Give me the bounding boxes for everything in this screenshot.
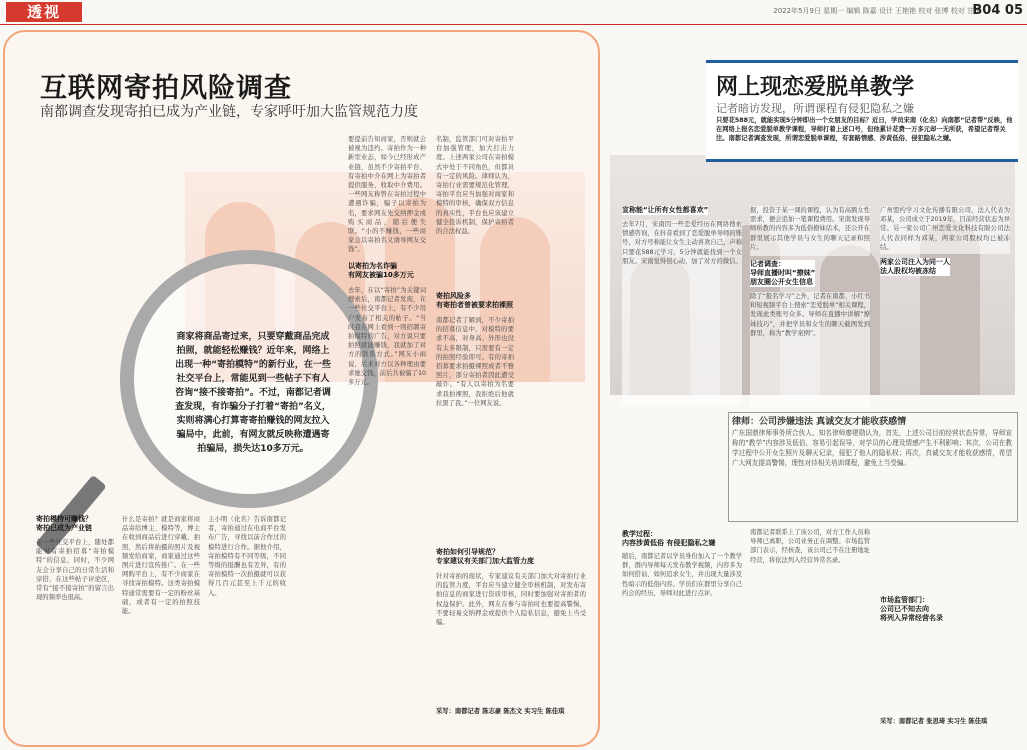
left-col-7: 南都记者了解到，不少寄拍的招募信息中，对模特的要求不高，对身高、外形也没有太多限制，只需要有一定的拍照经验即可。有的寄拍招募要求拍摄裸照或者不雅照片，部分寄拍者因此遭受敲诈。“有人以寄拍为名要求我拍裸照，我拒绝后他就拉黑了我。”一位网友说。	[436, 317, 514, 407]
right-col-3: 广州盟约学习文化传播有限公司，法人代表为邓某，公司成立于2019年，目前经营状态为异常。另一家公司广州恋爱文化科技有限公司法人代表同样为邓某，两家公司股权均已被冻结。	[880, 206, 1010, 254]
right-col-2: 据，投资于某一课的课程，认为有高额女性需求，便会追加一笔课程费用。宋南发现导师所教的内容多为低俗撩妹话术，还公开在群里展示其他学员与女生的聊天记录和照片。	[750, 206, 870, 256]
left-heading-2: 以寄拍为名诈骗 有网友被骗10多万元	[348, 262, 414, 279]
left-heading-1: 寄拍模特可赚钱？ 寄拍已成为产业链	[36, 515, 92, 532]
right-heading-2: 记者调查： 导师直播时叫“撩妹” 朋友圈公开女生信息	[750, 260, 816, 286]
left-credits: 采写：南都记者 陈志豪 陈杰文 实习生 陈佳琪	[436, 708, 565, 715]
right-col-1: 去年7月，宋南因一些恋爱经历在网络搜索情感咨询，在抖音看到了恋爱脱单导师的账号，对方号称能让女生主动喜欢自己，声称只要花588元学习，5分钟就能找到一个女朋友。宋南觉得很心动，加了对方的微信。	[622, 220, 742, 405]
right-headline: 网上现恋爱脱单教学	[716, 75, 915, 100]
section-tag: 透视	[6, 2, 82, 22]
lawyer-title: 律师：公司涉嫌违法 真诚交友才能收获感情	[732, 417, 907, 427]
right-credits: 采写：南都记者 张思琦 实习生 陈佳琪	[880, 718, 988, 725]
left-subheadline: 南都调查发现寄拍已成为产业链，专家呼吁加大监管规范力度	[40, 104, 418, 120]
right-subheadline: 记者暗访发现，所谓课程有侵犯隐私之嫌	[716, 102, 914, 115]
left-col-3: 主小明（化名）告诉南都记者，寄拍通过在电商平台发布广告，寻找以前合作过的模特进行合作。据他介绍，寄拍模特有不同等级，不同等级的报酬也有差异，有的寄拍模特一次拍摄就可以获得几百元甚至上千元的收入。	[208, 516, 286, 597]
left-headline: 互联网寄拍风险调查	[40, 73, 292, 104]
lawyer-text: 广东国鼎律师事务所合伙人、知名律师廖建勋认为，首先，上述公司目前经营状态异常，导师宣称的“教学”内容涉及低俗，容易引起误导，对学员的心理及情感产生不利影响；其次，公司在教学过程中公开女生照片及聊天记录，侵犯了他人的隐私权；再次，真诚交友才能收获感情，希望广大网友提高警惕，理性对待相关培训课程，避免上当受骗。	[732, 429, 1012, 467]
right-col-4: 除了“报名学习”之外，记者在南都、小红书和短视频平台上搜索“恋爱脱单”相关课程，发现此类账号众多。导师在直播中讲解“撩妹技巧”，并把学员和女生的聊天截图发到群里，称为“教学案例”。	[750, 292, 870, 407]
right-heading-5: 市场监管部门： 公司已不知去向 将列入异常经营名录	[880, 596, 943, 622]
right-col-5: 随后，南都记者以学员身份加入了一个教学群，群内导师每天发布教学视频，内容多为如何搭讪、如何追求女生，并出现大量涉及性暗示的低俗内容。学员们在群里分享自己约会的经历，导师对此进行点评。	[622, 553, 742, 597]
left-col-4: 要提前告知商家，否则就会被视为违约。寄拍作为一种新型业态，如今已经形成产业链，虽然不少寄拍平台、有寄拍中介在网上为寄拍者提供服务，收取中介费用。一些网友称曾在寄拍过程中遭遇诈骗，骗子以寄拍为名，要求网友先交纳押金或购买商品，随后便失联。“小的不赚钱，一些商家会以寄拍名义诱导网友交钱”。	[348, 136, 426, 254]
magnifier-summary: 商家将商品寄过来，只要穿戴商品完成拍照，就能轻松赚钱？近年来，网络上出现一种“寄拍模特”的新行业，在一些社交平台上，常能见到一些帖子下有人咨询“接不接寄拍”。不过，南都记者调查发现，有诈骗分子打着“寄拍”名义，实则将满心打算寄寄拍赚钱的网友拉入骗局中，此前，有网友就反映称遭遇寄拍骗局，损失达10多万元。	[175, 332, 331, 454]
right-heading-4: 教学过程： 内容涉黄低俗 有侵犯隐私之嫌	[622, 530, 716, 547]
left-col-8: 针对寄拍的现状，专家建议有关部门加大对寄拍行业的监管力度，平台应当建立健全审核机制，对发布寄拍信息的商家进行资质审核，同时要加强对寄拍者的权益保护。此外，网友在参与寄拍时也要提高警惕，不要轻易交纳押金或提供个人隐私信息，避免上当受骗。	[436, 573, 586, 627]
left-col-1: 在一些社交平台上，随处都能见有寄拍招募“寄拍模特”的信息，同时，不少网友会分享自己的日常生活和穿搭，在这些帖子评论区，常有“接不接寄拍”的留言出现的频率也很高。	[36, 539, 114, 602]
header-info: 2022年5月9日 星期一 编辑 陈嘉 设计 王艳艳 校对 张博 校对 甘宁	[773, 7, 981, 15]
left-col-5: 去年，在以“寄拍”为关键词搜索后，南都记者发现，在一些社交平台上，有不少用户发布了相关的帖子。“当时我在网上看到一则招聘寄拍模特的广告，对方说只要拍照就能赚钱，我就加了对方的联系方式。”网友小雨说，后来对方以各种理由要求她交钱，前后共被骗了10多万元。	[348, 287, 426, 387]
right-lead: 只要花588元，就能实现5分钟即出一个女朋友的目标？近日，学员宋南（化名）向南都“记者帮”反映，他在网络上报名恋爱脱单教学课程，导师打着上述口号，但他累计花费一万多元却一无所获，希望记者帮关注。南都记者调查发现，所谓恋爱脱单课程，有套路情感、涉黄低俗、侵犯隐私之嫌。	[716, 117, 1013, 142]
page-number: B04 05	[972, 3, 1023, 18]
right-heading-3: 两家公司注入为同一人 法人股权均被冻结	[880, 258, 950, 275]
left-heading-3: 寄拍风险多 有寄拍者曾被要求拍裸照	[436, 292, 513, 309]
left-heading-4: 寄拍如何引导规范？ 专家建议有关部门加大监管力度	[436, 548, 534, 565]
page-header	[0, 0, 1027, 25]
right-col-6: 南都记者联系上了该公司，对方工作人员称导师已离职，公司业务正在调整。市场监管部门表示，经核查，该公司已不在注册地址经营，将依法列入经营异常名录。	[750, 529, 870, 564]
right-heading-1: 宣称能“让所有女性都喜欢”	[622, 206, 709, 214]
left-col-2: 什么是寄拍？就是商家将商品寄给博主、模特等，博主在收到商品后进行穿戴、拍照，然后将拍摄的照片及视频发给商家，商家通过这些图片进行宣传推广。在一些网购平台上，有不少商家在寻找寄拍模特。这类寄拍模特通常需要有一定的粉丝基础，或者有一定的拍照技能。	[122, 516, 200, 616]
left-col-6: 名制，监管部门可对寄拍平台加强管理，加大打击力度。上述两家公司在寄拍模式中处于不同角色，但都具有一定的风险。律师认为，寄拍行业需要规范化管理，寄拍平台应当加强对商家和模特的审核，确保双方信息的真实性，平台也应该建立健全投诉机制，保护寄拍者的合法权益。	[436, 136, 514, 236]
